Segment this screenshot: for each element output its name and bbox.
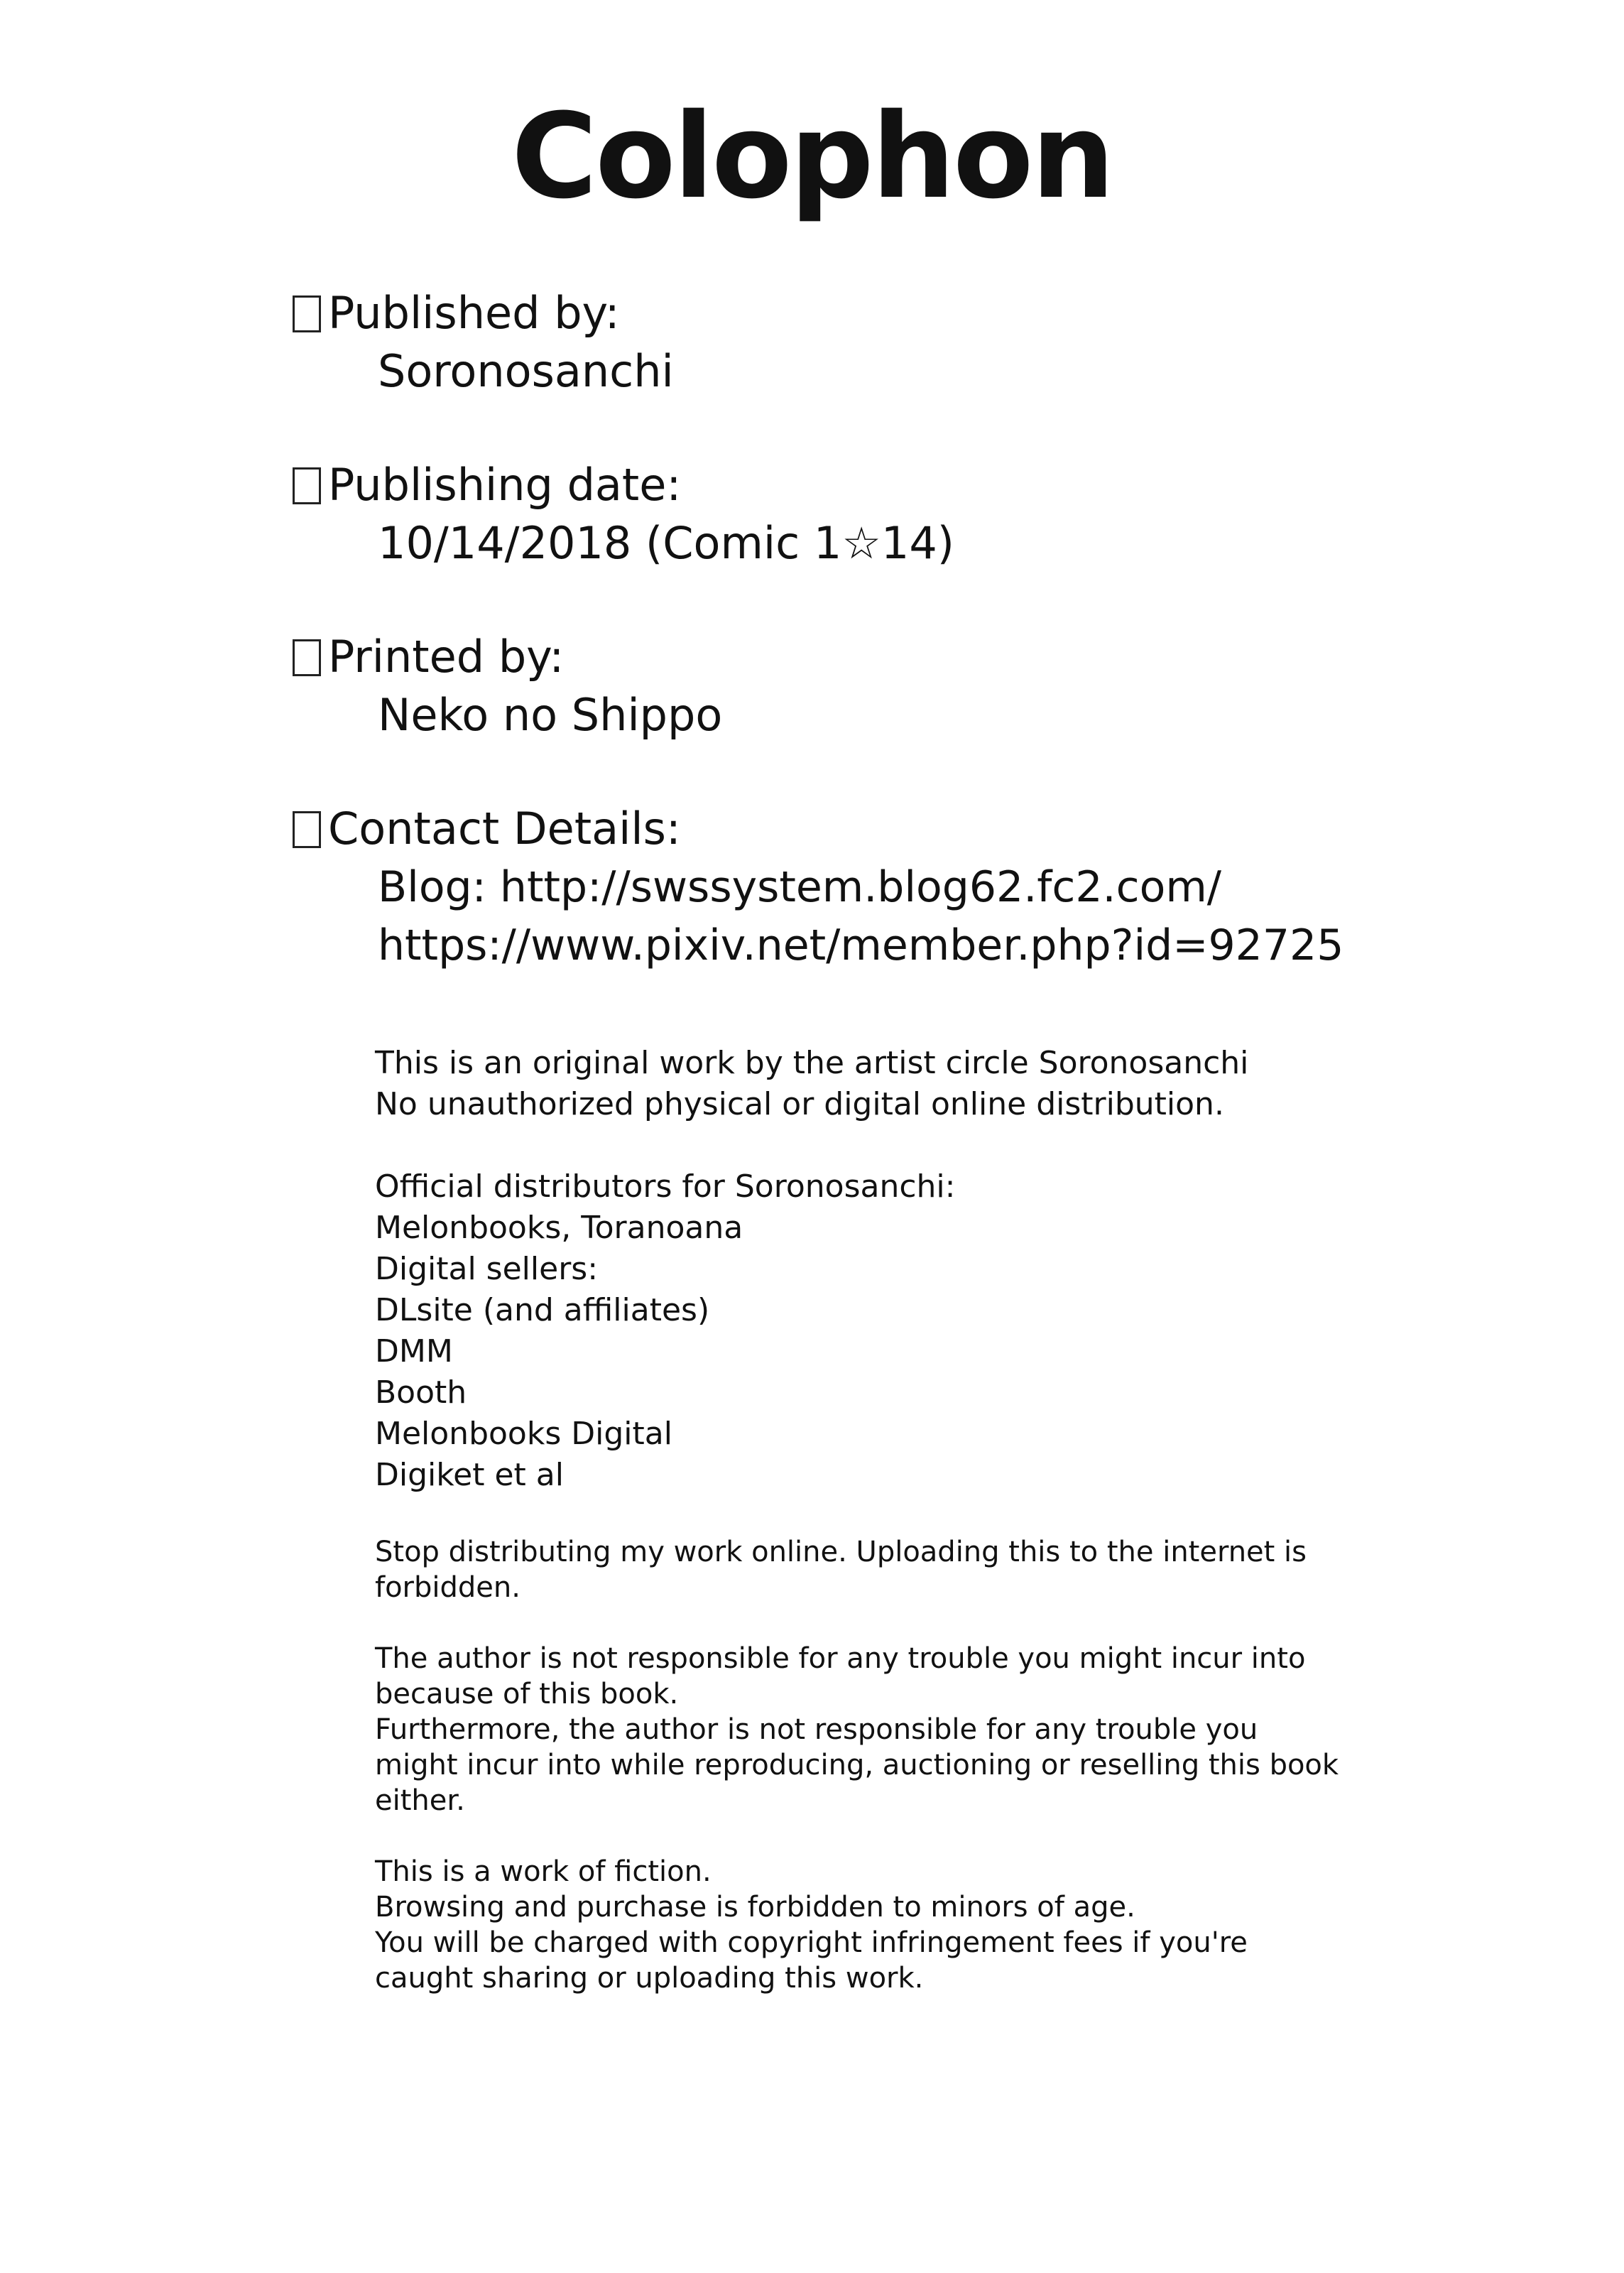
- printed-by-section: [293, 628, 722, 744]
- pixiv-link: https://www.pixiv.net/member.php?id=92725: [378, 921, 1344, 970]
- page-title: Colophon: [511, 88, 1113, 224]
- heading-label: Printed by:: [328, 631, 565, 683]
- note-line: Booth: [375, 1374, 467, 1411]
- note-line: This is a work of fiction.: [375, 1855, 712, 1888]
- checkbox-icon: [293, 467, 321, 504]
- note-line: Browsing and purchase is forbidden to minors of age.: [375, 1891, 1135, 1924]
- heading-label: Published by:: [328, 287, 620, 339]
- note-line: Digital sellers:: [375, 1251, 599, 1287]
- note-line: DMM: [375, 1333, 453, 1369]
- note-line: The author is not responsible for any trouble you might incur into: [375, 1642, 1306, 1675]
- heading-label: Contact Details:: [328, 803, 681, 855]
- note-line: Furthermore, the author is not responsible for any trouble you: [375, 1713, 1258, 1746]
- checkbox-icon: [293, 639, 321, 676]
- note-line: Melonbooks, Toranoana: [375, 1210, 743, 1246]
- distribution-notes: [375, 1043, 1568, 1496]
- blog-link: Blog: http://swssystem.blog62.fc2.com/: [378, 862, 1221, 912]
- note-line: No unauthorized physical or digital online distribution.: [375, 1086, 1224, 1122]
- note-line: because of this book.: [375, 1678, 679, 1710]
- section-heading: [293, 800, 1344, 858]
- note-line: Melonbooks Digital: [375, 1416, 672, 1452]
- note-line: caught sharing or uploading this work.: [375, 1962, 924, 1995]
- publisher-value: Soronosanchi: [378, 345, 674, 397]
- publishing-date-section: [293, 456, 954, 573]
- heading-label: Publishing date:: [328, 459, 682, 511]
- section-heading: [293, 628, 722, 686]
- printer-value: Neko no Shippo: [378, 689, 723, 741]
- note-line: might incur into while reproducing, auctioning or reselling this book: [375, 1749, 1339, 1781]
- section-heading: [293, 284, 674, 342]
- note-line: Official distributors for Soronosanchi:: [375, 1168, 956, 1205]
- note-line: DLsite (and affiliates): [375, 1292, 710, 1328]
- legal-notes: [375, 1534, 1568, 1996]
- note-line: This is an original work by the artist circle Soronosanchi: [375, 1045, 1249, 1081]
- publishing-date-value: 10/14/2018 (Comic 1☆14): [378, 517, 954, 569]
- section-heading: [293, 456, 954, 514]
- note-line: forbidden.: [375, 1571, 521, 1604]
- checkbox-icon: [293, 295, 321, 332]
- note-line: either.: [375, 1784, 465, 1817]
- checkbox-icon: [293, 811, 321, 848]
- note-line: You will be charged with copyright infringement fees if you're: [375, 1926, 1248, 1959]
- note-line: Digiket et al: [375, 1457, 564, 1493]
- contact-details-section: [293, 800, 1344, 975]
- published-by-section: [293, 284, 674, 401]
- note-line: Stop distributing my work online. Uploading this to the internet is: [375, 1536, 1307, 1568]
